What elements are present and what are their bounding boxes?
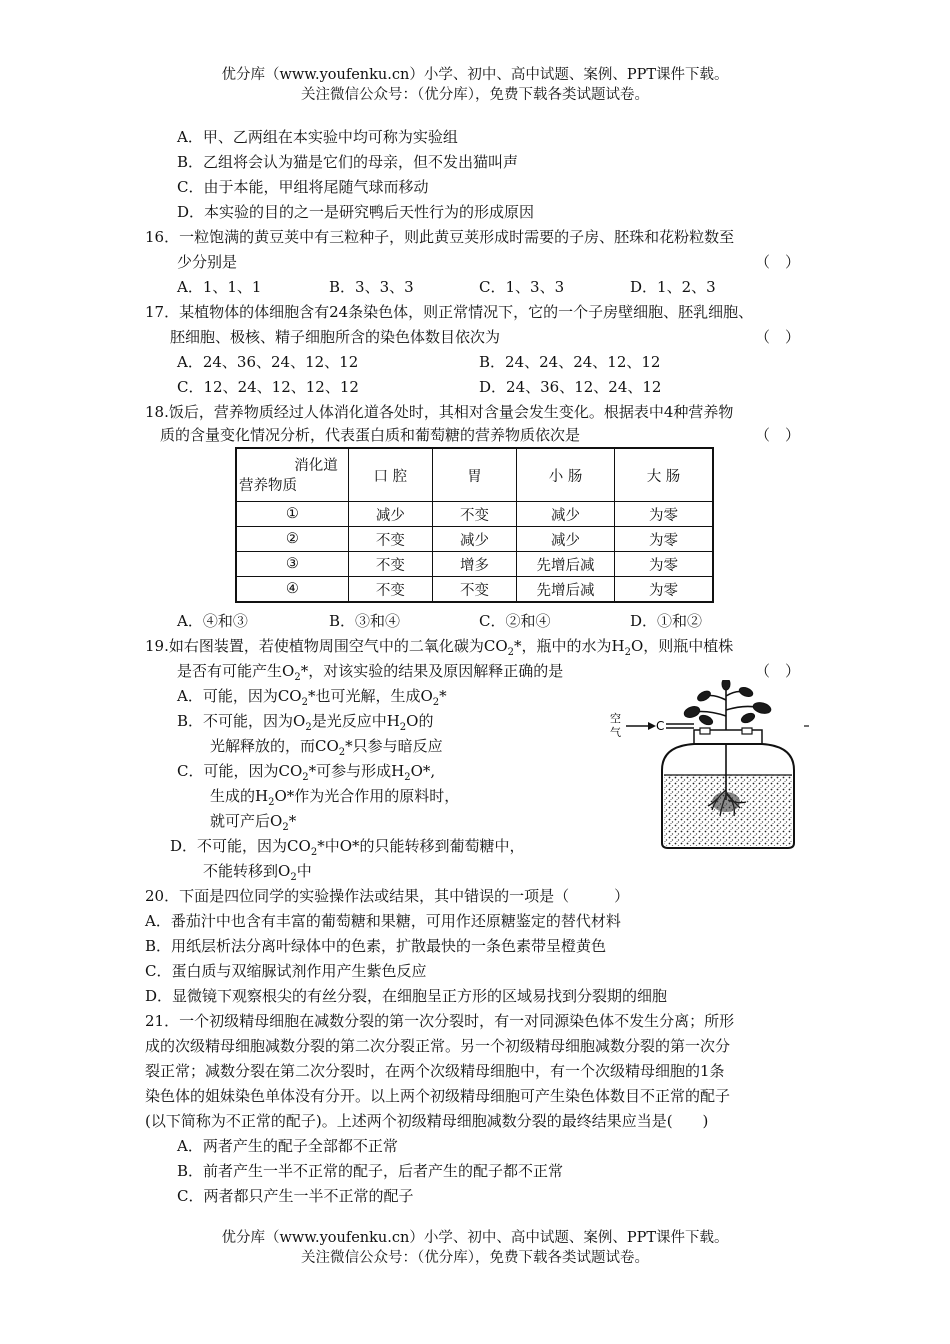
table-row <box>236 577 713 603</box>
q18-option-d: D．①和② <box>630 612 703 630</box>
q17-stem-line1: 17．某植物体的体细胞含有24条染色体，则正常情况下，它的一个子房壁细胞、胚乳细胞、 <box>145 303 754 321</box>
q17-stem-line2: 胚细胞、极核、精子细胞所含的染色体数目依次为 <box>170 328 501 346</box>
q20-option-a: A．番茄汁中也含有丰富的葡萄糖和果糖，可用作还原糖鉴定的替代材料 <box>145 912 621 930</box>
q17-answer-paren: （ ） <box>755 328 801 346</box>
q21-option-b: B．前者产生一半不正常的配子，后者产生的配子都不正常 <box>177 1162 564 1180</box>
row-label: ④ <box>236 577 348 603</box>
q19-option-c-line2: 生成的$H_2O*$作为光合作用的原料时， <box>210 787 460 808</box>
table-cell: 为零 <box>615 577 713 603</box>
q19-option-a: A．可能，因为$CO_2*$也可光解，生成$O_2*$ <box>177 687 447 708</box>
clamp-label: C <box>656 719 665 733</box>
q16-answer-paren: （ ） <box>755 253 801 271</box>
q19-option-b-line2: 光解释放的，而$CO_2*$只参与暗反应 <box>210 737 443 758</box>
q19-stem-line1: 19.如右图装置，若使植物周围空气中的二氧化碳为$CO_2*$，瓶中的水为$H_2O$，则瓶中植株 <box>145 637 734 658</box>
q15-option-d: D．本实验的目的之一是研究鸭后天性行为的形成原因 <box>177 203 535 221</box>
q16-option-c: C．1、3、3 <box>479 278 565 296</box>
q21-option-c: C．两者都只产生一半不正常的配子 <box>177 1187 414 1205</box>
q15-option-a: A．甲、乙两组在本实验中均可称为实验组 <box>177 128 458 146</box>
corner-label-tract: 消化道 <box>294 458 338 474</box>
q18-option-a: A．④和③ <box>177 612 248 630</box>
q19-option-b-line1: B．不可能，因为$O_2$是光反应中$H_2O$的 <box>177 712 434 733</box>
q18-stem-line2: 质的含量变化情况分析，代表蛋白质和葡萄糖的营养物质依次是 <box>160 426 581 444</box>
q17-option-c: C．12、24、12、12、12 <box>177 378 359 396</box>
table-cell: 减少 <box>348 502 432 527</box>
q20-option-d: D．显微镜下观察根尖的有丝分裂，在细胞呈正方形的区域易找到分裂期的细胞 <box>145 987 668 1005</box>
table-cell: 减少 <box>517 502 615 527</box>
q15-option-b: B．乙组将会认为猫是它们的母亲，但不发出猫叫声 <box>177 153 519 171</box>
table-corner-cell <box>236 448 348 502</box>
q19-stem-line2: 是否有可能产生$O_2*$，对该实验的结果及原因解释正确的是 <box>177 662 564 683</box>
table-cell: 不变 <box>348 577 432 603</box>
q17-option-a: A．24、36、24、12、12 <box>177 353 359 371</box>
table-cell: 不变 <box>432 502 516 527</box>
q20-option-c: C．蛋白质与双缩脲试剂作用产生紫色反应 <box>145 962 427 980</box>
table-row <box>236 527 713 552</box>
page-header-line2: 关注微信公众号：（优分库），免费下载各类试题试卷。 <box>301 87 649 103</box>
row-label: ③ <box>236 552 348 577</box>
q19-option-d-line2: 不能转移到$O_2$中 <box>203 862 312 883</box>
column-header: 口 腔 <box>348 448 432 502</box>
nutrient-table <box>235 447 714 603</box>
table-cell: 不变 <box>348 527 432 552</box>
q20-stem: 20．下面是四位同学的实验操作法或结果，其中错误的一项是（ ） <box>145 887 630 905</box>
q18-option-b: B．③和④ <box>329 612 401 630</box>
table-header-row <box>236 448 713 502</box>
q19-option-c-line1: C．可能，因为$CO_2*$可参与形成$H_2O*$, <box>177 762 436 783</box>
page-header-line1: 优分库（www.youfenku.cn）小学、初中、高中试题、案例、PPT课件下载。 <box>221 67 729 83</box>
q21-stem-line2: 成的次级精母细胞减数分裂的第二次分裂正常。另一个初级精母细胞减数分裂的第一次分 <box>145 1037 731 1055</box>
plant-leaves <box>683 680 772 727</box>
q17-option-d: D．24、36、12、24、12 <box>479 378 662 396</box>
row-label: ② <box>236 527 348 552</box>
corner-label-nutrient: 营养物质 <box>239 478 297 494</box>
table-cell: 先增后减 <box>517 552 615 577</box>
q16-option-d: D．1、2、3 <box>630 278 716 296</box>
q21-stem-line3: 裂正常；减数分裂在第二次分裂时，在两个次级精母细胞中，有一个次级精母细胞的1条 <box>145 1062 725 1080</box>
q21-stem-line1: 21．一个初级精母细胞在减数分裂的第一次分裂时，有一对同源染色体不发生分离；所形 <box>145 1012 735 1030</box>
q21-stem-line5: (以下简称为不正常的配子)。上述两个初级精母细胞减数分裂的最终结果应当是( ) <box>145 1112 709 1130</box>
table-row <box>236 552 713 577</box>
table-cell: 为零 <box>615 502 713 527</box>
air-label-bottom: 气 <box>610 726 621 739</box>
table-cell: 为零 <box>615 527 713 552</box>
q19-option-c-line3: 就可产后$O_2*$ <box>210 812 297 833</box>
page-footer-line1: 优分库（www.youfenku.cn）小学、初中、高中试题、案例、PPT课件下载。 <box>221 1230 729 1246</box>
table-cell: 增多 <box>432 552 516 577</box>
table-cell: 不变 <box>432 577 516 603</box>
q15-option-c: C．由于本能，甲组将尾随气球而移动 <box>177 178 429 196</box>
plant-jar-figure <box>608 680 818 855</box>
table-cell: 先增后减 <box>517 577 615 603</box>
q18-option-c: C．②和④ <box>479 612 551 630</box>
table-cell: 减少 <box>432 527 516 552</box>
q19-option-d-line1: D．不可能，因为$CO_2*$中O*的只能转移到葡萄糖中， <box>170 837 525 858</box>
column-header: 胃 <box>432 448 516 502</box>
q21-stem-line4: 染色体的姐妹染色单体没有分开。以上两个初级精母细胞可产生染色体数目不正常的配子 <box>145 1087 731 1105</box>
q19-answer-paren: （ ） <box>755 662 801 680</box>
table-cell: 不变 <box>348 552 432 577</box>
column-header: 大 肠 <box>615 448 713 502</box>
q16-stem-line1: 16．一粒饱满的黄豆荚中有三粒种子，则此黄豆荚形成时需要的子房、胚珠和花粉粒数至 <box>145 228 735 246</box>
q16-stem-line2: 少分别是 <box>177 253 238 271</box>
arrow-head-icon <box>648 722 656 730</box>
table-cell: 为零 <box>615 552 713 577</box>
q18-answer-paren: （ ） <box>755 426 801 444</box>
q21-option-a: A．两者产生的配子全部都不正常 <box>177 1137 398 1155</box>
table-cell: 减少 <box>517 527 615 552</box>
page-footer-line2: 关注微信公众号：（优分库），免费下载各类试题试卷。 <box>301 1250 649 1266</box>
q16-option-b: B．3、3、3 <box>329 278 414 296</box>
column-header: 小 肠 <box>517 448 615 502</box>
row-label: ① <box>236 502 348 527</box>
q17-option-b: B．24、24、24、12、12 <box>479 353 661 371</box>
air-label-top: 空 <box>610 712 621 725</box>
q16-option-a: A．1、1、1 <box>177 278 262 296</box>
q18-stem-line1: 18.饭后，营养物质经过人体消化道各处时，其相对含量会发生变化。根据表中4种营养物 <box>145 403 734 421</box>
q20-option-b: B．用纸层析法分离叶绿体中的色素，扩散最快的一条色素带呈橙黄色 <box>145 937 607 955</box>
table-row <box>236 502 713 527</box>
